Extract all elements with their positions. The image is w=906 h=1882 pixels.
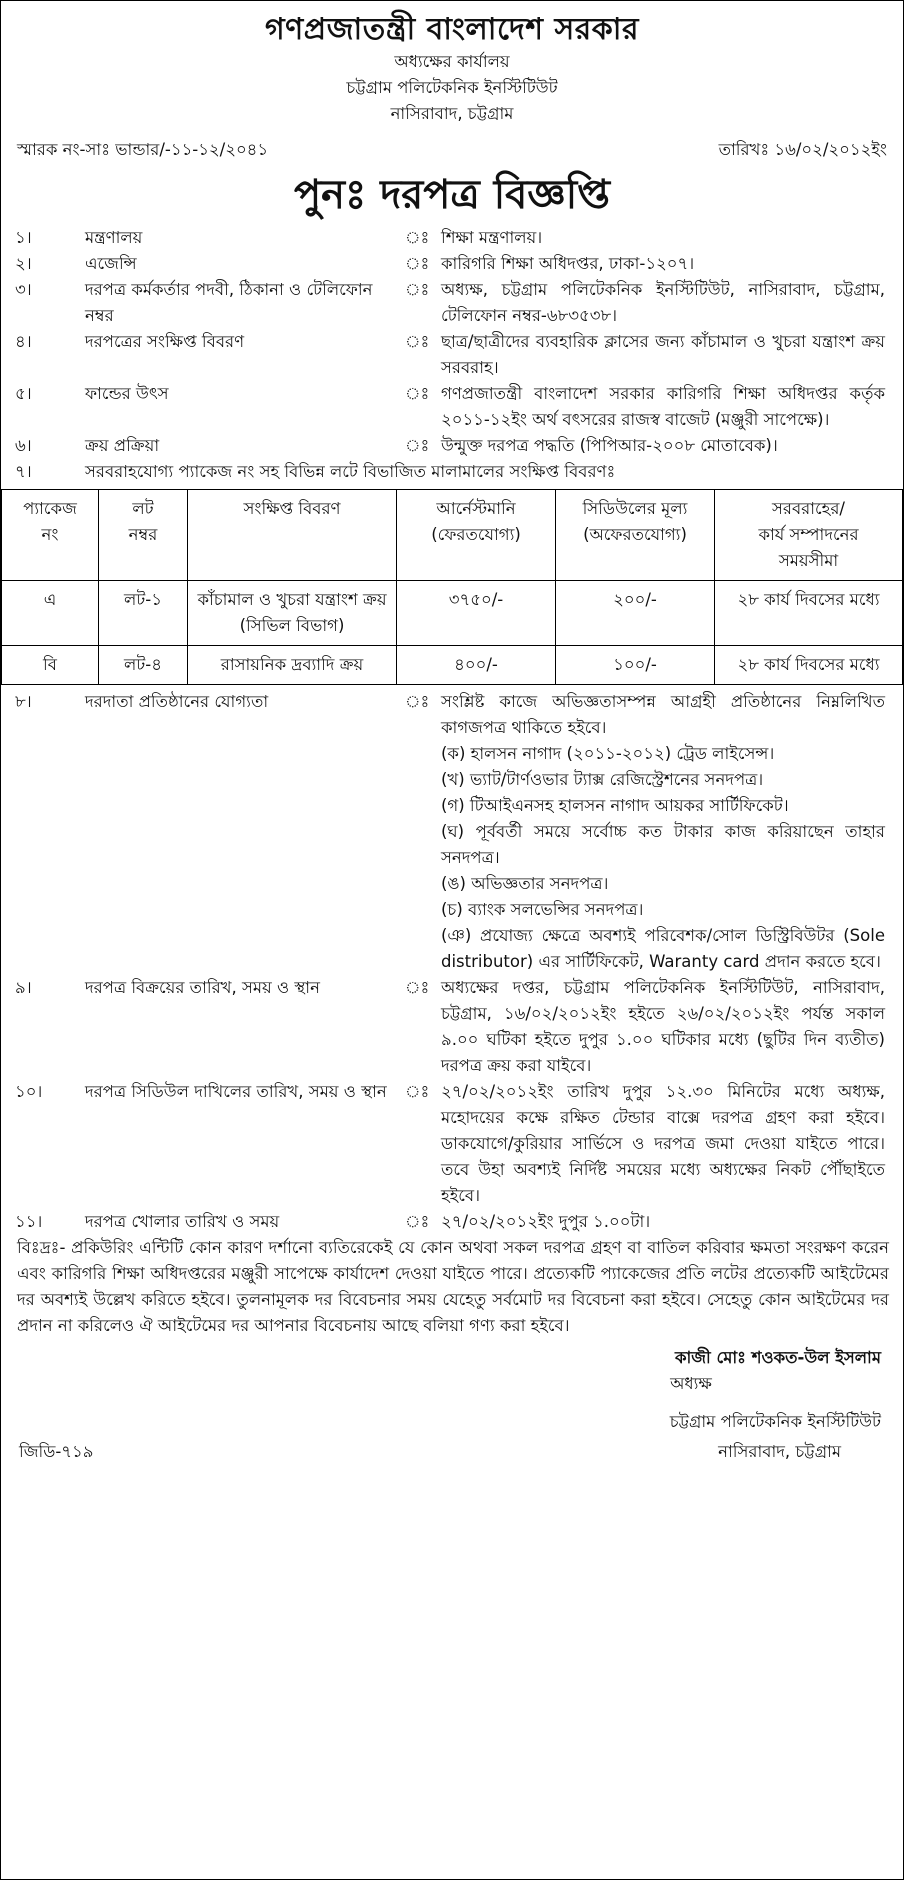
item-label: ক্রয় প্রক্রিয়া bbox=[85, 436, 160, 455]
item-colon: ঃ bbox=[405, 692, 430, 711]
item-value: কারিগরি শিক্ষা অধিদপ্তর, ঢাকা-১২০৭। bbox=[441, 254, 695, 273]
package-table bbox=[1, 489, 903, 685]
item-3 bbox=[1, 277, 903, 329]
item-number: ৫। bbox=[15, 384, 32, 403]
item-value: ছাত্র/ছাত্রীদের ব্যবহারিক ক্লাসের জন্য কাঁচামাল ও খুচরা যন্ত্রাংশ ক্রয় সরবরাহ। bbox=[441, 332, 885, 377]
cell-earnest-money: ৩৭৫০/- bbox=[397, 581, 556, 646]
item-label: মন্ত্রণালয় bbox=[85, 228, 143, 247]
signatory-title: অধ্যক্ষ bbox=[670, 1374, 712, 1393]
cell-delivery-time: ২৮ কার্য দিবসের মধ্যে bbox=[715, 646, 903, 685]
col-header-schedule-price: সিডিউলের মূল্য (অফেরতযোগ্য) bbox=[556, 490, 715, 581]
item-value: ২৭/০২/২০১২ইং দুপুর ১.০০টা। bbox=[441, 1212, 651, 1231]
cell-schedule-price: ২০০/- bbox=[556, 581, 715, 646]
item-7 bbox=[1, 459, 903, 485]
item-label: দরপত্রের সংক্ষিপ্ত বিবরণ bbox=[85, 332, 245, 351]
special-note: বিঃদ্রঃ- প্রকিউরিং এন্টিটি কোন কারণ দর্শানো ব্যতিরেকেই যে কোন অথবা সকল দরপত্র গ্রহণ বা বাতিল করিবার ক্ষমতা সংরক্ষণ করেন এবং কারিগরি শিক্ষা অধিদপ্তরের মঞ্জুরী সাপেক্ষে কার্যাদেশ দেওয়া যাইতে পারে। প্রত্যেকটি প্যাকেজের প্রতি লটের প্রত্যেকটি আইটেমের দর অবশ্যই উল্লেখ করিতে হইবে। তুলনামূলক দর বিবেচনার সময় যেহেতু সর্বমোট দর বিবেচনা করা হইবে। সেহেতু কোন আইটেমের দর প্রদান না করিলেও ঐ আইটেমের দর আপনার বিবেচনায় আছে বলিয়া গণ্য করা হইবে। bbox=[17, 1238, 889, 1335]
government-title: গণপ্রজাতন্ত্রী বাংলাদেশ সরকার bbox=[265, 12, 639, 47]
item-colon: ঃ bbox=[405, 436, 430, 455]
table-row bbox=[2, 581, 903, 646]
col-header-package: প্যাকেজ নং bbox=[2, 490, 99, 581]
item-colon: ঃ bbox=[405, 1212, 430, 1231]
item-colon: ঃ bbox=[405, 254, 430, 273]
item-label: দরপত্র সিডিউল দাখিলের তারিখ, সময় ও স্থান bbox=[85, 1082, 387, 1101]
item-value bbox=[441, 689, 885, 975]
item-label: দরদাতা প্রতিষ্ঠানের যোগ্যতা bbox=[85, 692, 269, 711]
footer-row bbox=[1, 1439, 903, 1465]
item-value: শিক্ষা মন্ত্রণালয়। bbox=[441, 228, 543, 247]
item-colon: ঃ bbox=[405, 978, 430, 997]
item-value: ২৭/০২/২০১২ইং তারিখ দুপুর ১২.৩০ মিনিটের মধ্যে অধ্যক্ষ, মহোদয়ের কক্ষে রক্ষিত টেন্ডার বাক্সে দরপত্র গ্রহণ করা হইবে। ডাকযোগে/কুরিয়ার সার্ভিসে ও দরপত্র জমা দেওয়া যাইতে পারে। তবে উহা অবশ্যই নির্দিষ্ট সময়ের মধ্যে অধ্যক্ষের নিকট পৌঁছাইতে হইবে। bbox=[441, 1082, 885, 1205]
item-number: ২। bbox=[15, 254, 32, 273]
item-9 bbox=[1, 975, 903, 1079]
item-value: অধ্যক্ষ, চট্টগ্রাম পলিটেকনিক ইনস্টিটিউট, নাসিরাবাদ, চট্টগ্রাম, টেলিফোন নম্বর-৬৮৩৫৩৮। bbox=[441, 280, 885, 325]
memo-date: তারিখঃ ১৬/০২/২০১২ইং bbox=[718, 140, 887, 159]
institute-address: নাসিরাবাদ, চট্টগ্রাম bbox=[390, 104, 514, 123]
item-colon: ঃ bbox=[405, 228, 430, 247]
item-8 bbox=[1, 689, 903, 975]
qualification-item: (ঙ) অভিজ্ঞতার সনদপত্র। bbox=[441, 874, 609, 893]
item-number: ৬। bbox=[15, 436, 32, 455]
item-colon: ঃ bbox=[405, 280, 430, 299]
cell-lot: লট-৪ bbox=[99, 646, 188, 685]
item-value: উন্মুক্ত দরপত্র পদ্ধতি (পিপিআর-২০০৮ মোতাবেক)। bbox=[441, 436, 778, 455]
memo-number: স্মারক নং-সাঃ ভান্ডার/-১১-১২/২০৪১ bbox=[17, 140, 269, 159]
qualification-item: (চ) ব্যাংক সলভেন্সির সনদপত্র। bbox=[441, 900, 644, 919]
item-number: ৩। bbox=[15, 280, 32, 299]
item-6 bbox=[1, 433, 903, 459]
item-value: অধ্যক্ষের দপ্তর, চট্টগ্রাম পলিটেকনিক ইনস্টিটিউট, নাসিরাবাদ, চট্টগ্রাম, ১৬/০২/২০১২ইং হইতে ২৬/০২/২০১২ইং পর্যন্ত সকাল ৯.০০ ঘটিকা হইতে দুপুর ১.০০ ঘটিকার মধ্যে (ছুটির দিন ব্যতীত) দরপত্র ক্রয় করা যাইবে। bbox=[441, 978, 885, 1075]
cell-schedule-price: ১০০/- bbox=[556, 646, 715, 685]
item-number: ৪। bbox=[15, 332, 32, 351]
item-value: গণপ্রজাতন্ত্রী বাংলাদেশ সরকার কারিগরি শিক্ষা অধিদপ্তর কর্তৃক ২০১১-১২ইং অর্থ বৎসরের রাজস্ব বাজেট (মঞ্জুরী সাপেক্ষে)। bbox=[441, 384, 885, 429]
gd-number: জিডি-৭১৯ bbox=[19, 1442, 94, 1461]
col-header-delivery-time: সরবরাহের/ কার্য সম্পাদনের সময়সীমা bbox=[715, 490, 903, 581]
institute-name: চট্টগ্রাম পলিটেকনিক ইনস্টিটিউট bbox=[346, 78, 558, 97]
item-number: ৮। bbox=[15, 692, 32, 711]
signatory-institute: চট্টগ্রাম পলিটেকনিক ইনস্টিটিউট bbox=[669, 1412, 881, 1431]
item-5 bbox=[1, 381, 903, 433]
item-colon: ঃ bbox=[405, 1082, 430, 1101]
item-label: ফান্ডের উৎস bbox=[85, 384, 169, 403]
item-number: ৭। bbox=[15, 462, 32, 481]
item-label: এজেন্সি bbox=[85, 254, 137, 273]
cell-package: এ bbox=[2, 581, 99, 646]
col-header-description: সংক্ষিপ্ত বিবরণ bbox=[188, 490, 397, 581]
table-row bbox=[2, 646, 903, 685]
item-number: ৯। bbox=[15, 978, 32, 997]
table-header-row bbox=[2, 490, 903, 581]
item-label: দরপত্র খোলার তারিখ ও সময় bbox=[85, 1212, 280, 1231]
cell-description: কাঁচামাল ও খুচরা যন্ত্রাংশ ক্রয় (সিভিল বিভাগ) bbox=[188, 581, 397, 646]
qualification-item: (ক) হালসন নাগাদ (২০১১-২০১২) ট্রেড লাইসেন্স। bbox=[441, 744, 775, 763]
qualification-item: (খ) ভ্যাট/টার্ণওভার ট্যাক্স রেজিস্ট্রেশনের সনদপত্র। bbox=[441, 770, 764, 789]
qualification-item: (ঘ) পূর্ববর্তী সময়ে সর্বোচ্চ কত টাকার কাজ করিয়াছেন তাহার সনদপত্র। bbox=[441, 822, 885, 867]
qualification-intro: সংশ্লিষ্ট কাজে অভিজ্ঞতাসম্পন্ন আগ্রহী প্রতিষ্ঠানের নিম্নলিখিত কাগজপত্র থাকিতে হইবে। bbox=[441, 692, 885, 737]
item-text: সরবরাহযোগ্য প্যাকেজ নং সহ বিভিন্ন লটে বিভাজিত মালামালের সংক্ষিপ্ত বিবরণঃ bbox=[85, 462, 616, 481]
item-colon: ঃ bbox=[405, 332, 430, 351]
cell-delivery-time: ২৮ কার্য দিবসের মধ্যে bbox=[715, 581, 903, 646]
item-number: ১১। bbox=[15, 1212, 43, 1231]
item-number: ১০। bbox=[15, 1082, 43, 1101]
signatory-name: কাজী মোঃ শওকত-উল ইসলাম bbox=[674, 1348, 881, 1367]
signatory-address: নাসিরাবাদ, চট্টগ্রাম bbox=[718, 1442, 841, 1461]
cell-description: রাসায়নিক দ্রব্যাদি ক্রয় bbox=[188, 646, 397, 685]
item-1 bbox=[1, 225, 903, 251]
item-4 bbox=[1, 329, 903, 381]
qualification-item: (গ) টিআইএনসহ হালসন নাগাদ আয়কর সার্টিফিকেট। bbox=[441, 796, 789, 815]
cell-lot: লট-১ bbox=[99, 581, 188, 646]
item-colon: ঃ bbox=[405, 384, 430, 403]
signature-block bbox=[1, 1345, 903, 1435]
col-header-lot: লট নম্বর bbox=[99, 490, 188, 581]
item-11 bbox=[1, 1209, 903, 1235]
cell-earnest-money: ৪০০/- bbox=[397, 646, 556, 685]
item-2 bbox=[1, 251, 903, 277]
notice-title: পুনঃ দরপত্র বিজ্ঞপ্তি bbox=[293, 172, 611, 218]
memo-row bbox=[1, 137, 903, 163]
cell-package: বি bbox=[2, 646, 99, 685]
qualification-item: (ঞ) প্রযোজ্য ক্ষেত্রে অবশ্যই পরিবেশক/সোল ডিস্ট্রিবিউটর (Sole distributor) এর সার্টিফিকেট, Waranty card প্রদান করতে হবে। bbox=[441, 926, 885, 971]
col-header-earnest-money: আর্নেস্টমানি (ফেরতযোগ্য) bbox=[397, 490, 556, 581]
office-name: অধ্যক্ষের কার্যালয় bbox=[394, 52, 510, 71]
item-label: দরপত্র বিক্রয়ের তারিখ, সময় ও স্থান bbox=[85, 978, 320, 997]
item-10 bbox=[1, 1079, 903, 1209]
item-label: দরপত্র কর্মকর্তার পদবী, ঠিকানা ও টেলিফোন নম্বর bbox=[85, 280, 373, 325]
item-number: ১। bbox=[15, 228, 32, 247]
